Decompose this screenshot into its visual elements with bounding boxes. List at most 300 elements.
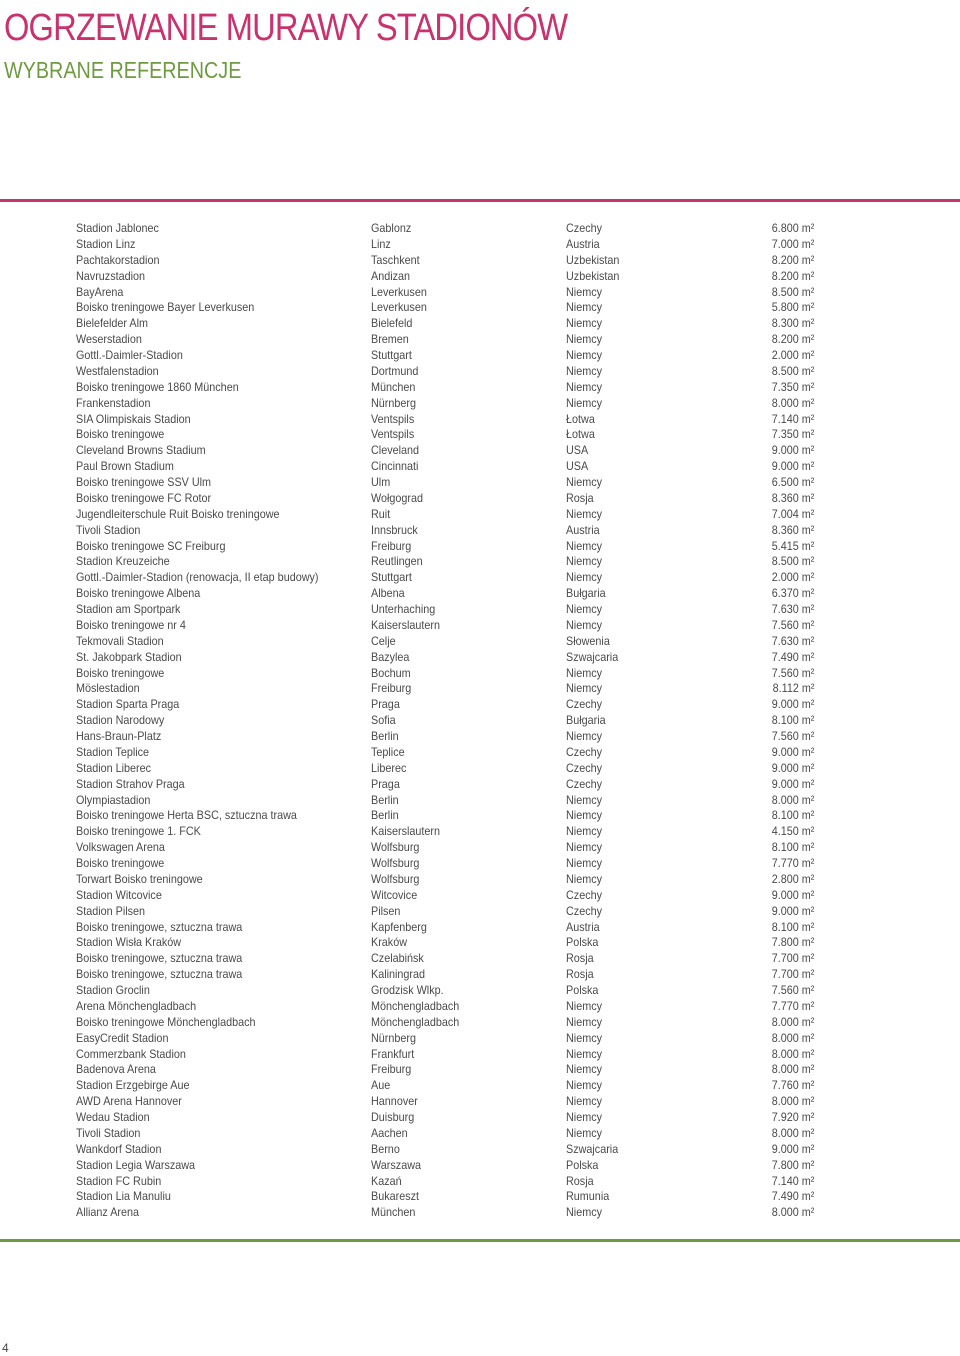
table-row xyxy=(76,459,814,475)
table-row xyxy=(76,935,814,951)
city-name: Wolfsburg xyxy=(371,871,420,886)
stadium-name: Stadion am Sportpark xyxy=(76,602,181,616)
country-name: Niemcy xyxy=(566,840,603,855)
pitch-area: 8.000 m² xyxy=(771,1046,814,1061)
pitch-area: 7.770 m² xyxy=(771,998,814,1013)
pitch-area: 7.000 m² xyxy=(771,236,814,251)
stadium-name: Stadion Kreuzeiche xyxy=(76,554,170,569)
table-row xyxy=(76,316,814,332)
pitch-area: 8.000 m² xyxy=(771,1094,814,1109)
table-row xyxy=(76,269,814,285)
top-divider xyxy=(0,199,960,202)
table-row xyxy=(76,380,814,396)
stadium-name: Boisko treningowe 1. FCK xyxy=(76,824,201,839)
city-name: Berlin xyxy=(371,792,399,807)
pitch-area: 6.370 m² xyxy=(771,586,814,601)
city-name: Ventspils xyxy=(371,427,415,442)
city-name: Kaliningrad xyxy=(371,967,426,982)
stadium-name: Möslestadion xyxy=(76,681,140,696)
table-row xyxy=(76,285,814,301)
reference-table xyxy=(76,221,814,1221)
city-name: München xyxy=(371,1205,416,1220)
country-name: Rumunia xyxy=(566,1189,610,1204)
stadium-name: Pachtakorstadion xyxy=(76,252,160,267)
city-name: Praga xyxy=(371,776,400,791)
pitch-area: 8.360 m² xyxy=(771,490,814,505)
stadium-name: AWD Arena Hannover xyxy=(76,1094,182,1109)
city-name: Pilsen xyxy=(371,903,401,918)
city-name: Stuttgart xyxy=(371,348,412,362)
table-row xyxy=(76,904,814,920)
table-row xyxy=(76,951,814,967)
country-name: Niemcy xyxy=(566,729,603,743)
table-row xyxy=(76,618,814,634)
table-row xyxy=(76,237,814,253)
city-name: Wołgograd xyxy=(371,490,424,505)
stadium-name: Boisko treningowe xyxy=(76,427,165,442)
table-row xyxy=(76,332,814,348)
country-name: Niemcy xyxy=(566,395,603,410)
pitch-area: 7.560 m² xyxy=(771,729,814,743)
city-name: Teplice xyxy=(371,744,405,759)
pitch-area: 8.000 m² xyxy=(771,395,814,410)
table-row xyxy=(76,1205,814,1221)
pitch-area: 7.800 m² xyxy=(771,1157,814,1172)
stadium-name: Torwart Boisko treningowe xyxy=(76,871,203,886)
bottom-divider xyxy=(0,1239,960,1242)
country-name: Niemcy xyxy=(566,1046,603,1061)
stadium-name: St. Jakobpark Stadion xyxy=(76,649,182,664)
city-name: Bochum xyxy=(371,665,411,680)
stadium-name: Boisko treningowe Bayer Leverkusen xyxy=(76,300,255,315)
city-name: Freiburg xyxy=(371,538,412,553)
stadium-name: Boisko treningowe xyxy=(76,665,165,680)
stadium-name: Stadion Linz xyxy=(76,236,136,251)
country-name: Niemcy xyxy=(566,665,603,680)
stadium-name: Stadion Erzgebirge Aue xyxy=(76,1078,190,1093)
city-name: Warszawa xyxy=(371,1157,422,1172)
city-name: Linz xyxy=(371,236,391,251)
pitch-area: 8.000 m² xyxy=(771,1205,814,1220)
country-name: Łotwa xyxy=(566,427,595,442)
pitch-area: 7.920 m² xyxy=(771,1110,814,1124)
country-name: Polska xyxy=(566,1157,599,1172)
table-row xyxy=(76,1078,814,1094)
country-name: Czechy xyxy=(566,887,603,902)
pitch-area: 8.112 m² xyxy=(772,681,814,696)
stadium-name: Olympiastadion xyxy=(76,792,151,807)
city-name: München xyxy=(371,379,416,394)
country-name: Niemcy xyxy=(566,871,603,886)
pitch-area: 9.000 m² xyxy=(771,776,814,791)
pitch-area: 8.360 m² xyxy=(771,522,814,537)
country-name: Niemcy xyxy=(566,998,603,1013)
city-name: Witcovice xyxy=(371,887,418,902)
stadium-name: Stadion FC Rubin xyxy=(76,1173,162,1188)
stadium-name: Badenova Arena xyxy=(76,1062,156,1077)
stadium-name: Boisko treningowe FC Rotor xyxy=(76,490,212,505)
table-row xyxy=(76,729,814,745)
city-name: Freiburg xyxy=(371,1062,412,1077)
country-name: Bułgaria xyxy=(566,586,606,601)
country-name: Uzbekistan xyxy=(566,252,620,267)
pitch-area: 9.000 m² xyxy=(771,697,814,712)
stadium-name: Cleveland Browns Stadium xyxy=(76,443,206,458)
stadium-name: Tekmovali Stadion xyxy=(76,633,164,648)
pitch-area: 2.800 m² xyxy=(771,871,814,886)
stadium-name: Navruzstadion xyxy=(76,268,146,283)
table-row xyxy=(76,300,814,316)
country-name: USA xyxy=(566,459,589,474)
stadium-name: Boisko treningowe Herta BSC, sztuczna trawa xyxy=(76,808,297,823)
pitch-area: 7.760 m² xyxy=(771,1078,814,1093)
page-title: OGRZEWANIE MURAWY STADIONÓW xyxy=(4,7,568,49)
pitch-area: 8.200 m² xyxy=(771,332,814,347)
pitch-area: 7.350 m² xyxy=(771,427,814,442)
country-name: Niemcy xyxy=(566,1078,603,1093)
pitch-area: 9.000 m² xyxy=(771,744,814,759)
table-row xyxy=(76,1031,814,1047)
country-name: Niemcy xyxy=(566,808,603,823)
pitch-area: 8.000 m² xyxy=(771,1062,814,1077)
country-name: Bułgaria xyxy=(566,713,606,728)
city-name: Wolfsburg xyxy=(371,840,420,855)
country-name: Szwajcaria xyxy=(566,649,619,664)
stadium-name: Westfalenstadion xyxy=(76,363,159,378)
table-row xyxy=(76,1142,814,1158)
country-name: Czechy xyxy=(566,744,603,759)
pitch-area: 8.000 m² xyxy=(771,1030,814,1045)
city-name: Taschkent xyxy=(371,252,420,267)
country-name: Łotwa xyxy=(566,411,595,426)
city-name: Ventspils xyxy=(371,411,415,426)
country-name: Niemcy xyxy=(566,1030,603,1045)
country-name: Niemcy xyxy=(566,570,603,585)
stadium-name: Boisko treningowe Albena xyxy=(76,586,201,601)
stadium-name: BayArena xyxy=(76,284,124,299)
table-row xyxy=(76,745,814,761)
city-name: Innsbruck xyxy=(371,522,418,537)
table-row xyxy=(76,967,814,983)
stadium-name: Stadion Sparta Praga xyxy=(76,697,180,712)
country-name: Niemcy xyxy=(566,1125,603,1140)
country-name: Szwajcaria xyxy=(566,1141,619,1156)
page-subtitle: WYBRANE REFERENCJE xyxy=(4,57,242,83)
table-row xyxy=(76,554,814,570)
country-name: Uzbekistan xyxy=(566,268,620,283)
city-name: Unterhaching xyxy=(371,602,436,616)
stadium-name: Volkswagen Arena xyxy=(76,840,165,855)
table-row xyxy=(76,793,814,809)
table-row xyxy=(76,364,814,380)
pitch-area: 7.630 m² xyxy=(771,602,814,616)
table-row xyxy=(76,1158,814,1174)
pitch-area: 9.000 m² xyxy=(771,459,814,474)
city-name: Bazylea xyxy=(371,649,410,664)
table-row xyxy=(76,1047,814,1063)
stadium-name: Boisko treningowe SC Freiburg xyxy=(76,538,226,553)
country-name: Czechy xyxy=(566,903,603,918)
country-name: Niemcy xyxy=(566,363,603,378)
stadium-name: Boisko treningowe nr 4 xyxy=(76,617,186,632)
city-name: Cincinnati xyxy=(371,459,419,474)
table-row xyxy=(76,1174,814,1190)
table-row xyxy=(76,412,814,428)
pitch-area: 4.150 m² xyxy=(771,824,814,839)
country-name: Niemcy xyxy=(566,506,603,521)
city-name: Kaiserslautern xyxy=(371,617,441,632)
city-name: Hannover xyxy=(371,1094,418,1109)
country-name: Rosja xyxy=(566,967,594,982)
table-row xyxy=(76,840,814,856)
city-name: Liberec xyxy=(371,760,407,775)
table-row xyxy=(76,777,814,793)
stadium-name: Commerzbank Stadion xyxy=(76,1046,186,1061)
table-row xyxy=(76,983,814,999)
stadium-name: Gottl.-Daimler-Stadion (renowacja, II etap budowy) xyxy=(76,570,319,585)
city-name: Wolfsburg xyxy=(371,856,420,870)
country-name: Niemcy xyxy=(566,792,603,807)
pitch-area: 7.630 m² xyxy=(771,633,814,648)
stadium-name: Boisko treningowe SSV Ulm xyxy=(76,475,212,489)
pitch-area: 8.500 m² xyxy=(771,554,814,569)
city-name: Andizan xyxy=(371,268,411,283)
pitch-area: 8.100 m² xyxy=(771,713,814,728)
pitch-area: 8.000 m² xyxy=(771,1125,814,1140)
stadium-name: Paul Brown Stadium xyxy=(76,459,174,474)
city-name: Leverkusen xyxy=(371,300,427,315)
country-name: Czechy xyxy=(566,760,603,775)
country-name: Niemcy xyxy=(566,554,603,569)
country-name: Polska xyxy=(566,935,599,950)
city-name: Frankfurt xyxy=(371,1046,415,1061)
stadium-name: SIA Olimpiskais Stadion xyxy=(76,411,191,426)
stadium-name: Boisko treningowe, sztuczna trawa xyxy=(76,919,243,934)
stadium-name: Stadion Jablonec xyxy=(76,221,159,235)
country-name: Niemcy xyxy=(566,332,603,347)
city-name: Ulm xyxy=(371,475,391,489)
stadium-name: Boisko treningowe, sztuczna trawa xyxy=(76,951,243,966)
table-row xyxy=(76,666,814,682)
country-name: Niemcy xyxy=(566,856,603,870)
country-name: Niemcy xyxy=(566,300,603,315)
city-name: Praga xyxy=(371,697,400,712)
city-name: Bielefeld xyxy=(371,316,413,331)
table-row xyxy=(76,221,814,237)
table-row xyxy=(76,824,814,840)
stadium-name: Boisko treningowe xyxy=(76,856,165,870)
table-row xyxy=(76,523,814,539)
stadium-name: Hans-Braun-Platz xyxy=(76,729,162,743)
stadium-name: Tivoli Stadion xyxy=(76,1125,141,1140)
city-name: Dortmund xyxy=(371,363,419,378)
city-name: Czelabińsk xyxy=(371,951,424,966)
country-name: Rosja xyxy=(566,490,594,505)
table-row xyxy=(76,602,814,618)
country-name: Niemcy xyxy=(566,1062,603,1077)
stadium-name: Stadion Legia Warszawa xyxy=(76,1157,196,1172)
table-row xyxy=(76,570,814,586)
city-name: Leverkusen xyxy=(371,284,427,299)
stadium-name: Stadion Narodowy xyxy=(76,713,165,728)
table-row xyxy=(76,1062,814,1078)
table-row xyxy=(76,999,814,1015)
city-name: Bremen xyxy=(371,332,409,347)
country-name: Niemcy xyxy=(566,316,603,331)
stadium-name: Weserstadion xyxy=(76,332,142,347)
pitch-area: 5.415 m² xyxy=(771,538,814,553)
table-row xyxy=(76,1094,814,1110)
table-row xyxy=(76,253,814,269)
table-row xyxy=(76,697,814,713)
pitch-area: 8.000 m² xyxy=(771,792,814,807)
stadium-name: Wedau Stadion xyxy=(76,1110,150,1124)
city-name: Nürnberg xyxy=(371,395,417,410)
table-row xyxy=(76,586,814,602)
city-name: Celje xyxy=(371,633,396,648)
table-row xyxy=(76,761,814,777)
pitch-area: 7.140 m² xyxy=(771,411,814,426)
stadium-name: Boisko treningowe, sztuczna trawa xyxy=(76,967,243,982)
country-name: Niemcy xyxy=(566,284,603,299)
country-name: Niemcy xyxy=(566,1094,603,1109)
stadium-name: Stadion Wisła Kraków xyxy=(76,935,182,950)
pitch-area: 7.004 m² xyxy=(771,506,814,521)
stadium-name: Stadion Groclin xyxy=(76,983,150,997)
city-name: Berlin xyxy=(371,808,399,823)
page-number: 4 xyxy=(2,1341,9,1355)
country-name: Rosja xyxy=(566,1173,594,1188)
pitch-area: 8.300 m² xyxy=(771,316,814,331)
city-name: Reutlingen xyxy=(371,554,423,569)
pitch-area: 7.700 m² xyxy=(771,951,814,966)
pitch-area: 7.770 m² xyxy=(771,856,814,870)
pitch-area: 7.800 m² xyxy=(771,935,814,950)
pitch-area: 8.200 m² xyxy=(771,252,814,267)
table-row xyxy=(76,507,814,523)
city-name: Kapfenberg xyxy=(371,919,427,934)
table-row xyxy=(76,348,814,364)
pitch-area: 5.800 m² xyxy=(771,300,814,315)
country-name: Niemcy xyxy=(566,824,603,839)
pitch-area: 8.500 m² xyxy=(771,363,814,378)
stadium-name: Stadion Pilsen xyxy=(76,903,146,918)
city-name: Aue xyxy=(371,1078,391,1093)
stadium-name: Arena Mönchengladbach xyxy=(76,998,197,1013)
table-row xyxy=(76,539,814,555)
table-row xyxy=(76,443,814,459)
pitch-area: 9.000 m² xyxy=(771,887,814,902)
city-name: Aachen xyxy=(371,1125,408,1140)
city-name: Cleveland xyxy=(371,443,420,458)
pitch-area: 2.000 m² xyxy=(771,570,814,585)
pitch-area: 9.000 m² xyxy=(771,1141,814,1156)
country-name: Czechy xyxy=(566,776,603,791)
city-name: Kraków xyxy=(371,935,408,950)
stadium-name: Stadion Strahov Praga xyxy=(76,776,185,791)
city-name: Freiburg xyxy=(371,681,412,696)
country-name: Austria xyxy=(566,919,600,934)
table-row xyxy=(76,713,814,729)
pitch-area: 8.100 m² xyxy=(771,808,814,823)
country-name: Niemcy xyxy=(566,1110,603,1124)
country-name: Słowenia xyxy=(566,633,610,648)
pitch-area: 8.100 m² xyxy=(771,919,814,934)
country-name: Niemcy xyxy=(566,1014,603,1029)
country-name: Rosja xyxy=(566,951,594,966)
city-name: Kazań xyxy=(371,1173,402,1188)
city-name: Berlin xyxy=(371,729,399,743)
pitch-area: 7.700 m² xyxy=(771,967,814,982)
table-row xyxy=(76,872,814,888)
city-name: Albena xyxy=(371,586,405,601)
country-name: Austria xyxy=(566,522,600,537)
table-row xyxy=(76,1110,814,1126)
table-row xyxy=(76,396,814,412)
table-row xyxy=(76,650,814,666)
table-row xyxy=(76,808,814,824)
country-name: Niemcy xyxy=(566,617,603,632)
stadium-name: Boisko treningowe 1860 München xyxy=(76,379,239,394)
stadium-name: Gottl.-Daimler-Stadion xyxy=(76,348,183,362)
country-name: Niemcy xyxy=(566,475,603,489)
stadium-name: Stadion Lia Manuliu xyxy=(76,1189,171,1204)
pitch-area: 6.500 m² xyxy=(771,475,814,489)
table-row xyxy=(76,634,814,650)
pitch-area: 7.490 m² xyxy=(771,649,814,664)
table-row xyxy=(76,856,814,872)
stadium-name: Stadion Witcovice xyxy=(76,887,162,902)
table-row xyxy=(76,681,814,697)
table-row xyxy=(76,888,814,904)
pitch-area: 7.560 m² xyxy=(771,983,814,997)
stadium-name: Boisko treningowe Mönchengladbach xyxy=(76,1014,256,1029)
city-name: Sofia xyxy=(371,713,396,728)
country-name: Niemcy xyxy=(566,602,603,616)
table-row xyxy=(76,1126,814,1142)
pitch-area: 2.000 m² xyxy=(771,348,814,362)
stadium-name: Bielefelder Alm xyxy=(76,316,149,331)
pitch-area: 8.100 m² xyxy=(771,840,814,855)
city-name: Stuttgart xyxy=(371,570,412,585)
country-name: Niemcy xyxy=(566,1205,603,1220)
city-name: Ruit xyxy=(371,506,391,521)
city-name: Gablonz xyxy=(371,221,412,235)
table-row xyxy=(76,491,814,507)
city-name: Duisburg xyxy=(371,1110,415,1124)
country-name: Austria xyxy=(566,236,600,251)
pitch-area: 7.350 m² xyxy=(771,379,814,394)
table-row xyxy=(76,1015,814,1031)
pitch-area: 9.000 m² xyxy=(771,760,814,775)
pitch-area: 7.140 m² xyxy=(771,1173,814,1188)
stadium-name: Stadion Liberec xyxy=(76,760,152,775)
stadium-name: Frankenstadion xyxy=(76,395,151,410)
country-name: Niemcy xyxy=(566,681,603,696)
city-name: Mönchengladbach xyxy=(371,1014,460,1029)
city-name: Berno xyxy=(371,1141,400,1156)
stadium-name: Wankdorf Stadion xyxy=(76,1141,162,1156)
city-name: Bukareszt xyxy=(371,1189,420,1204)
pitch-area: 7.560 m² xyxy=(771,665,814,680)
city-name: Nürnberg xyxy=(371,1030,417,1045)
country-name: Niemcy xyxy=(566,379,603,394)
stadium-name: EasyCredit Stadion xyxy=(76,1030,169,1045)
country-name: Polska xyxy=(566,983,599,997)
stadium-name: Tivoli Stadion xyxy=(76,522,141,537)
country-name: Czechy xyxy=(566,221,603,235)
table-row xyxy=(76,920,814,936)
